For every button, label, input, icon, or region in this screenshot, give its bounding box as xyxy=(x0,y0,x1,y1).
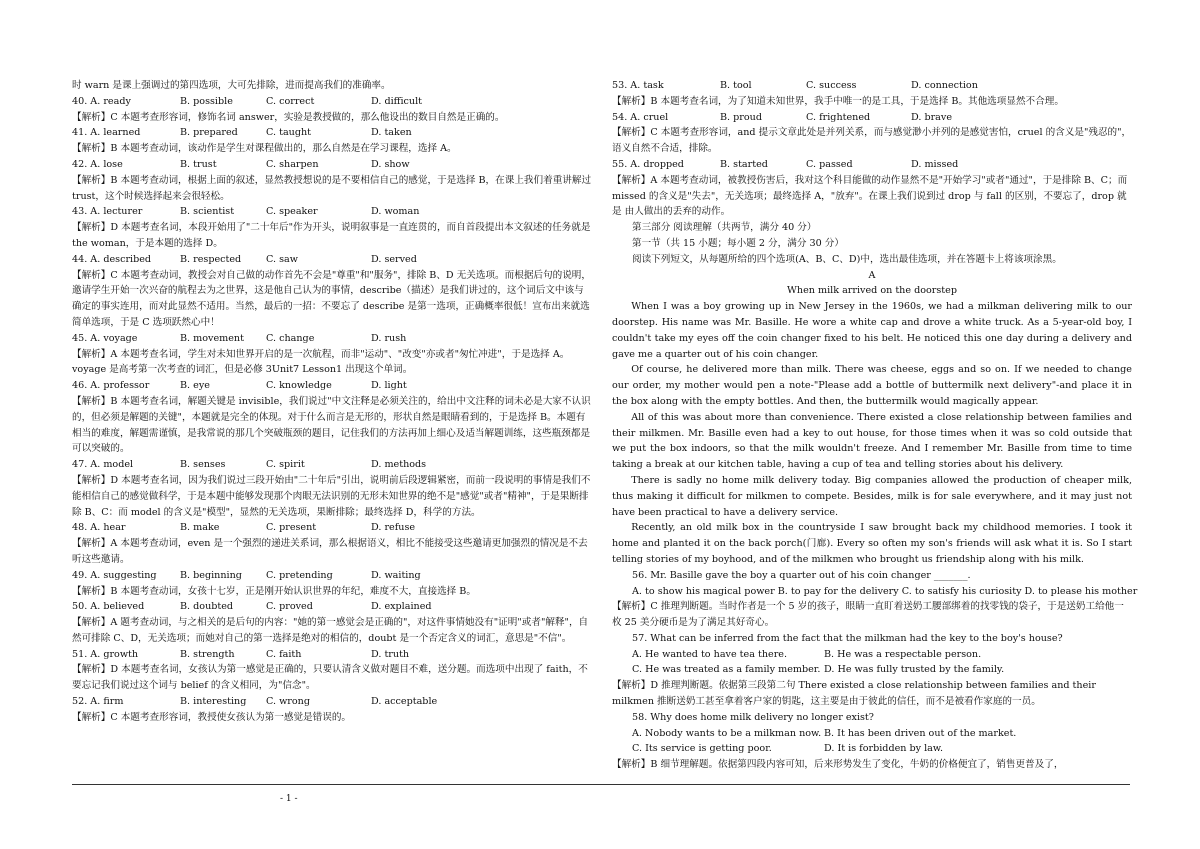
question-options-row xyxy=(72,252,592,268)
explanation: 【解析】B 本题考查动词，女孩十七岁，正是刚开始认识世界的年纪，难度不大，直接选择 B。 xyxy=(72,585,476,597)
question-options-row xyxy=(72,157,592,173)
option: C. present xyxy=(266,522,317,534)
option: 42. A. lose xyxy=(72,158,123,170)
explanation: 【解析】D 本题考查名词，本段开始用了"二十年后"作为开头，说明叙事是一直连贯的，而自首段提出本文叙述的任务就是 the woman，于是本题的选择 D。 xyxy=(72,222,591,249)
option: C. He was treated as a family member. xyxy=(632,664,821,676)
option: B. strength xyxy=(180,648,235,660)
option: B. trust xyxy=(180,158,217,170)
option: B. prepared xyxy=(180,127,238,139)
question-57: 57. What can be inferred from the fact that the milkman had the key to the boy's house? xyxy=(632,632,1063,644)
option: D. refuse xyxy=(371,522,416,534)
question-57-options-row xyxy=(612,662,1132,678)
option: D. acceptable xyxy=(371,696,438,708)
question-options-row xyxy=(72,457,592,473)
passage-paragraph: There is sadly no home milk delivery today. Big companies allowed the production of cheaper milk, thus making it difficult for milkmen to compete. Besides, milk is for sale everywhere, and it may just not have been practical to have a delivery service. xyxy=(612,474,1132,518)
option: B. started xyxy=(720,158,768,170)
option: 48. A. hear xyxy=(72,522,126,534)
option: D. taken xyxy=(371,127,412,139)
left-column xyxy=(72,78,592,726)
left-question-list xyxy=(72,94,592,726)
option: B. doubted xyxy=(180,601,234,613)
option: 46. A. professor xyxy=(72,380,150,392)
option: A. Nobody wants to be a milkman now. xyxy=(632,727,822,739)
passage-paragraph: Of course, he delivered more than milk. There was cheese, eggs and so on. If we needed to change our order, my mother would pen a note-"Please add a bottle of buttermilk next delivery"-and place it in the box along with the empty bottles. And then, the buttermilk would magically appear. xyxy=(612,364,1132,407)
option: D. waiting xyxy=(371,569,421,581)
option: C. correct xyxy=(266,95,315,107)
option: D. served xyxy=(371,253,417,265)
option: B. possible xyxy=(180,95,233,107)
option: C. spirit xyxy=(266,459,305,471)
option: C. Its service is getting poor. xyxy=(632,743,772,755)
option: D. rush xyxy=(371,332,407,344)
option: D. connection xyxy=(911,80,978,91)
question-options-row xyxy=(72,331,592,347)
option: D. He was fully trusted by the family. xyxy=(824,664,1005,676)
explanation: 【解析】B 本题考查名词，为了知道未知世界，我手中唯一的是工具，于是选择 B。其他选项显然不合理。 xyxy=(612,95,1064,107)
explanation: 【解析】B 本题考查名词，解题关键是 invisible，我们说过"中文注释是必须关注的，给出中文注释的词未必是大家不认识的，但必须是解题的关键"，本题就是完全的体现。对于什么而言是无形的，形状自然是眼睛看到的，于是选择 B。本题有相当的难度，解题需谨慎，是我常说的那几个突破瓶颈的题目，记住我们的方法再加上细心及适当解题训练，这些瓶颈都是可以突破的。 xyxy=(72,395,591,455)
option: B. scientist xyxy=(180,206,235,218)
subsection-title: 第一节（共 15 小题；每小题 2 分，满分 30 分） xyxy=(632,237,844,249)
lead-text: 时 warn 是课上强调过的第四选项，大可先排除，进而提高我们的准确率。 xyxy=(72,80,391,91)
option: D. brave xyxy=(911,111,952,123)
option: C. taught xyxy=(266,127,312,139)
option: D. show xyxy=(371,158,410,170)
explanation: 【解析】A 本题考查名词，学生对未知世界开启的是一次航程，而非"运动"、"改变"亦或者"匆忙冲进"，于是选择 A。voyage 是高考第一次考查的词汇，但是必修 3Unit7 Lesson1 出现这个单词。 xyxy=(72,348,570,376)
option: A. He wanted to have tea there. xyxy=(632,648,788,660)
option: B. It has been driven out of the market. xyxy=(824,727,1017,739)
explanation: 【解析】B 本题考查动词，该动作是学生对课程做出的，那么自然是在学习课程，选择 A。 xyxy=(72,143,457,155)
option: 41. A. learned xyxy=(72,127,141,139)
question-options-row xyxy=(612,110,1132,126)
option: B. He was a respectable person. xyxy=(824,648,982,660)
question-options-row xyxy=(72,694,592,710)
option: B. interesting xyxy=(180,696,247,708)
passage-title: When milk arrived on the doorstep xyxy=(787,285,957,297)
option: C. speaker xyxy=(266,206,318,218)
option: B. make xyxy=(180,522,220,534)
explanation: 【解析】A 本题考查动词，even 是一个强烈的递进关系词，那么根据语义，相比不能接受这些邀请更加强烈的情况是不去听这些邀请。 xyxy=(72,538,588,565)
option: 43. A. lecturer xyxy=(72,206,143,218)
explanation: 【解析】D 本题考查名词，因为我们说过三段开始由"二十年后"引出，说明前后段逻辑紧密，而前一段说明的事情是我们不能相信自己的感觉做科学，于是本题中能够发现那个肉眼无法识别的无形未知世界的绝不是"感觉"或者"精神"，于是果断排除 B、C：而 model 的含义是"模型"，显然的无关选项，果断排除；最终选择 D，科学的方法。 xyxy=(72,474,591,518)
option: D. missed xyxy=(911,158,959,170)
option: D. woman xyxy=(371,206,420,218)
explanation: 【解析】B 本题考查动词，根据上面的叙述，显然教授想说的是不要相信自己的感觉，于是选择 B，在课上我们着重讲解过 trust，这个时候选择起来会很轻松。 xyxy=(72,174,592,202)
question-options-row xyxy=(72,378,592,394)
passage-paragraph: When I was a boy growing up in New Jersey in the 1960s, we had a milkman delivering milk to our doorstep. His name was Mr. Basille. He wore a white cap and drove a white truck. As a 5-year-old boy, I couldn't take my eyes off the coin changer fixed to his belt. He noticed this one day during a delivery and gave me a quarter out of his coin changer. xyxy=(612,301,1132,360)
option: D. difficult xyxy=(371,95,423,107)
explanation: 【解析】D 本题考查名词，女孩认为第一感觉是正确的，只要认清含义做对题目不难，送分题。而选项中出现了 faith，不要忘记我们说过这个词与 belief 的含义相同，为"信念"。 xyxy=(72,664,588,692)
question-options-row xyxy=(72,204,592,220)
option: C. frightened xyxy=(806,111,871,123)
option: B. eye xyxy=(180,380,210,392)
question-options-row xyxy=(612,157,1132,173)
option: C. proved xyxy=(266,601,313,613)
option: 49. A. suggesting xyxy=(72,569,157,581)
page-number: - 1 - xyxy=(280,794,298,804)
option: C. change xyxy=(266,332,315,344)
passage-letter: A xyxy=(868,269,876,281)
explanation: 【解析】A 题考查动词，与之相关的是后句的内容："她的第一感觉会是正确的"，对这件事情她没有"证明"或者"解释"，自然可排除 C、D，无关选项；而她对自己的第一选择是绝对的相信的，doubt 是一个否定含义的词汇，意思是"不信"。 xyxy=(72,617,589,644)
option: C. faith xyxy=(266,648,302,660)
question-56: 56. Mr. Basille gave the boy a quarter out of his coin changer _______. xyxy=(632,569,971,581)
question-options-row xyxy=(72,599,592,615)
question-56-explanation: 【解析】C 推理判断题。当时作者是一个 5 岁的孩子，眼睛一直盯着送奶工腰部绑着的找零钱的袋子，于是送奶工给他一枚 25 美分硬币是为了满足其好奇心。 xyxy=(612,601,1124,629)
question-options-row xyxy=(72,568,592,584)
option: 55. A. dropped xyxy=(612,158,684,170)
option: 50. A. believed xyxy=(72,601,145,613)
right-question-list xyxy=(612,78,1132,220)
section-title: 第三部分 阅读理解（共两节，满分 40 分） xyxy=(632,222,817,234)
explanation: 【解析】C 本题考查形容词，教授使女孩认为第一感觉是错误的。 xyxy=(72,711,352,723)
explanation: 【解析】C 本题考查形容词，and 提示文章此处是并列关系，而与感觉渺小并列的是感觉害怕，cruel 的含义是"残忍的"，语义自然不合适，排除。 xyxy=(612,127,1132,155)
question-options-row xyxy=(72,647,592,663)
option: D. explained xyxy=(371,601,432,613)
footer-rule xyxy=(72,784,1130,785)
option: C. wrong xyxy=(266,696,310,708)
question-options-row xyxy=(72,520,592,536)
explanation: 【解析】C 本题考查动词，教授会对自己做的动作首先不会是"尊重"和"服务"，排除 B、D 无关选项。而根据后句的说明，邀请学生开始一次兴奋的航程去为之世界，这是他自己认为的事情，describe（描述）是我们讲过的，这个词后文中该与确定的事实连用，而对此显然不适用。当然，最后的一招：不要忘了 describe 是第一选项，正确概率很低！宣布出来就选简单选项，于是 C 选项跃然心中！ xyxy=(72,269,591,328)
option: 54. A. cruel xyxy=(612,111,669,123)
option: C. success xyxy=(806,80,857,91)
question-57-options-row xyxy=(612,647,1132,663)
question-options-row xyxy=(72,125,592,141)
option: D. light xyxy=(371,380,407,392)
option: D. truth xyxy=(371,648,410,660)
option: D. methods xyxy=(371,459,427,471)
option: B. respected xyxy=(180,253,242,265)
option: B. senses xyxy=(180,459,226,471)
right-column xyxy=(612,78,1138,773)
question-58-explanation: 【解析】B 细节理解题。依据第四段内容可知，后来形势发生了变化，牛奶的价格便宜了，销售更普及了， xyxy=(612,759,1064,771)
explanation: 【解析】C 本题考查形容词，修饰名词 answer，实验是教授做的，那么他设出的数目自然是正确的。 xyxy=(72,111,505,123)
option: 51. A. growth xyxy=(72,648,139,660)
option: C. saw xyxy=(266,253,298,265)
question-58: 58. Why does home milk delivery no longer exist? xyxy=(632,711,874,723)
option: 52. A. firm xyxy=(72,696,124,708)
option: D. It is forbidden by law. xyxy=(824,743,944,755)
option: 53. A. task xyxy=(612,80,664,91)
option: C. passed xyxy=(806,158,853,170)
option: 45. A. voyage xyxy=(72,332,138,344)
question-58-options-row xyxy=(612,741,1132,757)
option: B. tool xyxy=(720,80,752,91)
explanation: 【解析】A 本题考查动词，被教授伤害后，我对这个科目能做的动作显然不是"开始学习"或者"通过"，于是排除 B、C；而 missed 的含义是"失去"，无关选项；最终选择 A，"放弃"。在课上我们说到过 drop 与 fall 的区别，不要忘了，drop 就是 由人做出的丢弃的动作。 xyxy=(612,174,1128,218)
question-options-row xyxy=(72,94,592,110)
question-57-explanation: 【解析】D 推理判断题。依据第三段第二句 There existed a close relationship between families and their milkmen 推断送奶工甚至拿着客户家的钥匙，这主要是由于彼此的信任，而不是被看作家庭的一员。 xyxy=(612,680,1096,708)
option: 40. A. ready xyxy=(72,95,131,107)
question-56-options: A. to show his magical power B. to pay for the delivery C. to satisfy his curiosity D. to please his mother xyxy=(632,585,1138,597)
question-58-options-row xyxy=(612,726,1132,742)
option: 47. A. model xyxy=(72,459,134,471)
passage-paragraph: All of this was about more than convenience. There existed a close relationship between families and their milkmen. Mr. Basille even had a key to out house, for those times when it was so cold outside that we put the box indoors, so that the milk wouldn't freeze. And I remember Mr. Basille from time to time taking a break at our kitchen table, having a cup of tea and telling stories about his delivery. xyxy=(612,411,1132,471)
option: C. knowledge xyxy=(266,380,332,392)
question-options-row xyxy=(612,78,1132,94)
option: C. pretending xyxy=(266,569,333,581)
instruction: 阅读下列短文，从每题所给的四个选项(A、B、C、D)中，选出最佳选项，并在答题卡上将该项涂黑。 xyxy=(632,253,1062,265)
option: C. sharpen xyxy=(266,158,319,170)
option: B. beginning xyxy=(180,569,242,581)
option: B. movement xyxy=(180,332,244,344)
option: 44. A. described xyxy=(72,253,152,265)
option: B. proud xyxy=(720,111,762,123)
passage-paragraph: Recently, an old milk box in the countryside I saw brought back my childhood memories. I took it home and planted it on the back porch(门廊). Every so often my son's friends will ask what it is. So I start telling stories of my boyhood, and of the milkmen who brought us friendship along with his milk. xyxy=(612,522,1132,565)
